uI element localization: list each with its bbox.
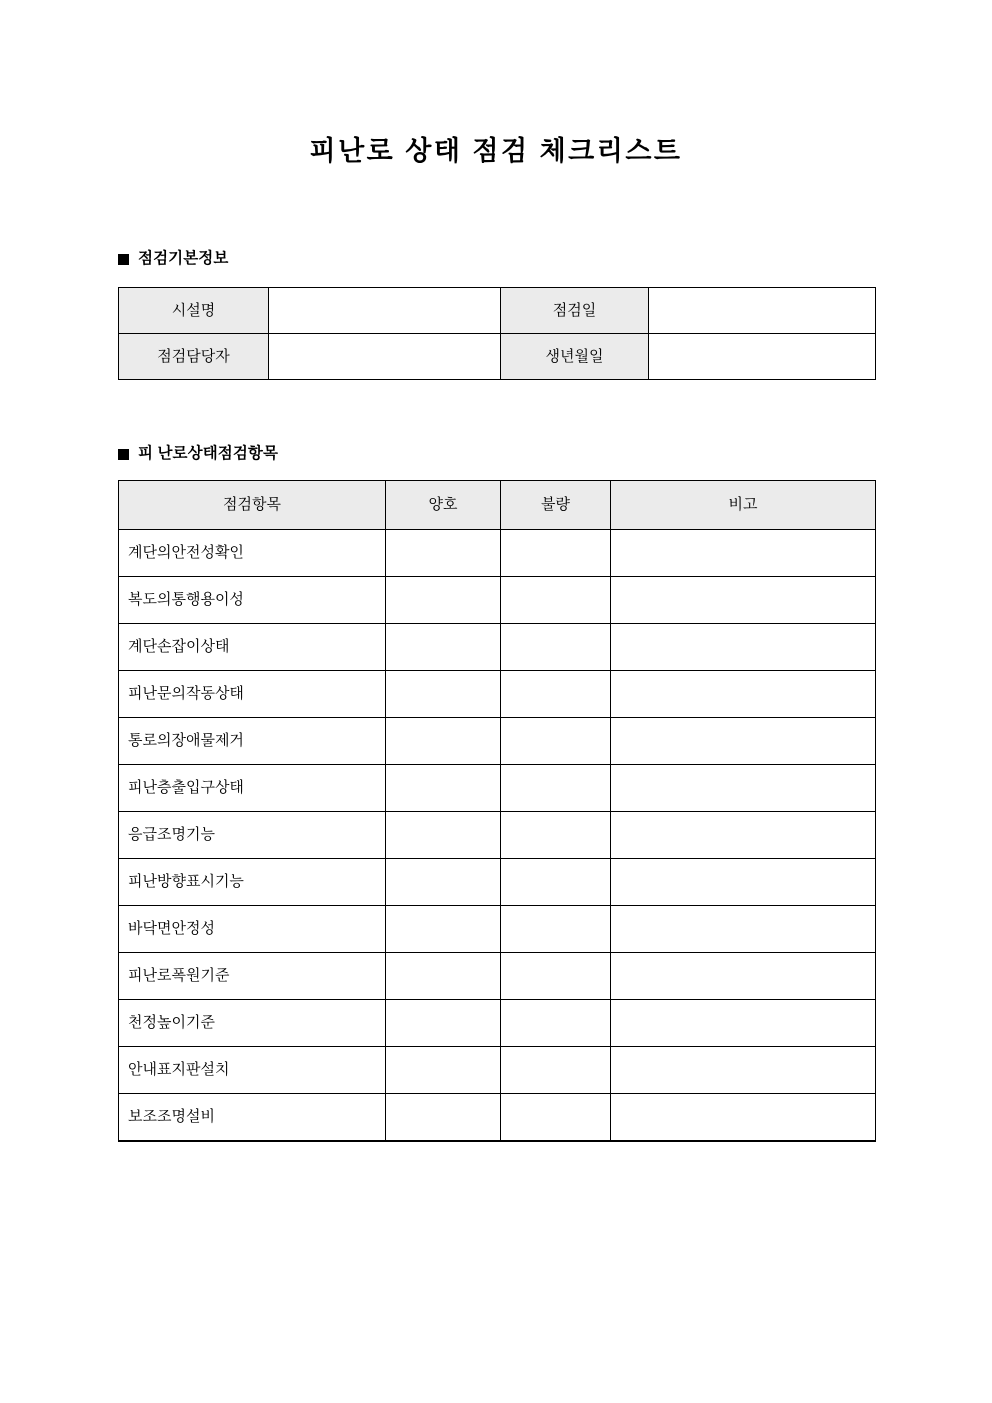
checklist-bad-checkbox-cell[interactable] <box>501 577 611 624</box>
checklist-good-checkbox-cell[interactable] <box>386 859 501 906</box>
table-row <box>119 953 876 1000</box>
checklist-bad-checkbox-cell[interactable] <box>501 812 611 859</box>
checklist-bad-checkbox-cell[interactable] <box>501 1047 611 1094</box>
inspector-label: 점검담당자 <box>119 334 269 380</box>
checklist-remark-cell[interactable] <box>611 859 876 906</box>
column-header-bad: 불량 <box>501 481 611 530</box>
birthdate-label: 생년월일 <box>501 334 649 380</box>
table-row <box>119 1000 876 1047</box>
section-heading-basic-info-label: 점검기본정보 <box>138 250 229 267</box>
table-row <box>119 1094 876 1142</box>
facility-name-label: 시설명 <box>119 288 269 334</box>
checklist-remark-cell[interactable] <box>611 671 876 718</box>
column-header-item: 점검항목 <box>119 481 386 530</box>
checklist-remark-cell[interactable] <box>611 765 876 812</box>
checklist-good-checkbox-cell[interactable] <box>386 624 501 671</box>
checklist-item-name: 피난로폭원기준 <box>119 953 386 1000</box>
checklist-good-checkbox-cell[interactable] <box>386 765 501 812</box>
basic-info-table <box>118 287 876 380</box>
checklist-bad-checkbox-cell[interactable] <box>501 765 611 812</box>
checklist-good-checkbox-cell[interactable] <box>386 530 501 577</box>
checklist-item-name: 피난방향표시기능 <box>119 859 386 906</box>
checklist-remark-cell[interactable] <box>611 718 876 765</box>
column-header-good: 양호 <box>386 481 501 530</box>
bullet-square-icon <box>118 449 129 460</box>
checklist-bad-checkbox-cell[interactable] <box>501 671 611 718</box>
checklist-item-name: 응급조명기능 <box>119 812 386 859</box>
checklist-bad-checkbox-cell[interactable] <box>501 624 611 671</box>
checklist-bad-checkbox-cell[interactable] <box>501 859 611 906</box>
checklist-remark-cell[interactable] <box>611 906 876 953</box>
section-heading-basic-info <box>118 249 228 269</box>
table-row <box>119 906 876 953</box>
checklist-item-name: 계단의안전성확인 <box>119 530 386 577</box>
checklist-remark-cell[interactable] <box>611 1047 876 1094</box>
checklist-item-name: 복도의통행용이성 <box>119 577 386 624</box>
checklist-bad-checkbox-cell[interactable] <box>501 718 611 765</box>
table-row <box>119 288 876 334</box>
section-heading-checklist-label: 피 난로상태점검항목 <box>138 445 279 462</box>
column-header-remark: 비고 <box>611 481 876 530</box>
checklist-remark-cell[interactable] <box>611 953 876 1000</box>
table-row <box>119 334 876 380</box>
checklist-remark-cell[interactable] <box>611 1094 876 1142</box>
checklist-good-checkbox-cell[interactable] <box>386 906 501 953</box>
checklist-remark-cell[interactable] <box>611 577 876 624</box>
checklist-remark-cell[interactable] <box>611 530 876 577</box>
checklist-item-name: 통로의장애물제거 <box>119 718 386 765</box>
checklist-good-checkbox-cell[interactable] <box>386 1000 501 1047</box>
checklist-bad-checkbox-cell[interactable] <box>501 530 611 577</box>
table-row <box>119 718 876 765</box>
checklist-bad-checkbox-cell[interactable] <box>501 953 611 1000</box>
bullet-square-icon <box>118 254 129 265</box>
checklist-remark-cell[interactable] <box>611 812 876 859</box>
section-heading-checklist <box>118 444 278 464</box>
checklist-table <box>118 480 876 1142</box>
table-row <box>119 624 876 671</box>
checklist-bad-checkbox-cell[interactable] <box>501 1094 611 1142</box>
checklist-bad-checkbox-cell[interactable] <box>501 906 611 953</box>
page-title: 피난로 상태 점검 체크리스트 <box>309 136 683 166</box>
checklist-good-checkbox-cell[interactable] <box>386 953 501 1000</box>
checklist-item-name: 피난층출입구상태 <box>119 765 386 812</box>
checklist-good-checkbox-cell[interactable] <box>386 718 501 765</box>
table-row <box>119 577 876 624</box>
checklist-good-checkbox-cell[interactable] <box>386 812 501 859</box>
checklist-item-name: 바닥면안정성 <box>119 906 386 953</box>
table-row <box>119 812 876 859</box>
table-row <box>119 859 876 906</box>
inspection-date-input[interactable] <box>649 288 876 334</box>
checklist-remark-cell[interactable] <box>611 624 876 671</box>
checklist-good-checkbox-cell[interactable] <box>386 577 501 624</box>
checklist-bad-checkbox-cell[interactable] <box>501 1000 611 1047</box>
checklist-remark-cell[interactable] <box>611 1000 876 1047</box>
checklist-item-name: 계단손잡이상태 <box>119 624 386 671</box>
table-header-row <box>119 481 876 530</box>
checklist-good-checkbox-cell[interactable] <box>386 1047 501 1094</box>
checklist-item-name: 피난문의작동상태 <box>119 671 386 718</box>
checklist-item-name: 안내표지판설치 <box>119 1047 386 1094</box>
table-row <box>119 671 876 718</box>
checklist-good-checkbox-cell[interactable] <box>386 671 501 718</box>
checklist-good-checkbox-cell[interactable] <box>386 1094 501 1142</box>
table-row <box>119 765 876 812</box>
facility-name-input[interactable] <box>269 288 501 334</box>
inspector-input[interactable] <box>269 334 501 380</box>
checklist-item-name: 보조조명설비 <box>119 1094 386 1142</box>
inspection-date-label: 점검일 <box>501 288 649 334</box>
birthdate-input[interactable] <box>649 334 876 380</box>
checklist-item-name: 천정높이기준 <box>119 1000 386 1047</box>
table-row <box>119 530 876 577</box>
table-row <box>119 1047 876 1094</box>
